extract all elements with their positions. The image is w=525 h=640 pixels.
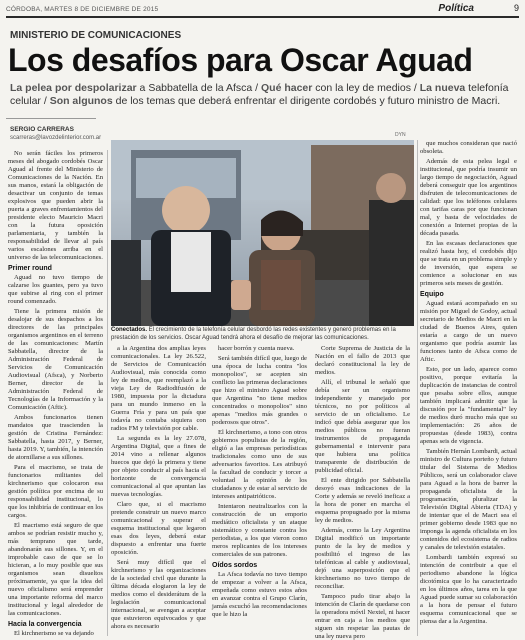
article-column-3	[212, 345, 307, 621]
paragraph: Para el macrismo, se trata de funcionarios militantes del kirchnerismo que colocaron esa gestión política por encima de su responsabilidad institucional, lo que los inhibiría de continuar en los cargos.	[8, 464, 103, 519]
paragraph: Tiene la primera misión de desalojar de sus despachos a los directores de las principales organismos argentinos en el terreno de las comunicaciones: Martín Sabbatella, director de la Administración Federal de Servicios de Comunicación Audiovisual (Afsca), y Norberto Berner, director de la Administración Federal de Tecnologías de la Información y la Comunicación (Aftic).	[8, 308, 103, 411]
deck-run: con la ley de medios /	[312, 82, 420, 94]
page-header	[6, 3, 519, 15]
photo-credit: DYN	[395, 132, 406, 138]
paragraph: Aguad estará acompañado en su misión por Miguel de Godoy, actual secretario de Medios de Macri en la ciudad de Buenos Aires, quien estaría a cargo de un nuevo organismo que podría asumir las funciones tanto de Afsca como de Aftic.	[420, 300, 517, 363]
deck-run: La pelea por despolarizar	[10, 82, 137, 94]
article-deck	[10, 82, 515, 108]
paragraph: Esto, por un lado, aparece como positivo, porque evitaría la duplicación de instancias de control que pesaba sobre ellos, aunque también implicará admitir que la discusión por la "fundamental" ley de medios duró mucho más que su implementación: 26 años de propuestas (desde 1983), contra apenas seis de vigencia.	[420, 366, 517, 445]
paragraph: a la Argentina dos amplias leyes comunicacionales. La ley 26.522, de Servicios de Comunicación Audiovisual, más conocida como ley de medios, que reemplazó a la vieja Ley de Radiodifusión de 1980, impuesta por la dictadura para un mundo inmerso en la Guerra Fría y para un país que todavía no contaba siquiera con radios FM y televisión por cable.	[111, 345, 206, 432]
article-column-5	[420, 140, 517, 628]
paragraph: Será muy difícil que el kirchnerismo y las organizaciones de la sociedad civil que durante la última década elogiaron la ley de medios como el desiderátum de la legislación comunicacional internacional, se avengan a aceptar que estuvieron equivocados y que ahora es necesario	[111, 559, 206, 630]
deck-run: telefonía celular /	[10, 82, 509, 107]
paragraph: Además, como la Ley Argentina Digital modificó un importante punto de la ley de medios y posibilitó el ingreso de las telefónicas al cable y audiovisual, dejó una superposición que el kirchnerismo no tuvo tiempo de reconciliar.	[315, 527, 410, 590]
paragraph: Allí, el tribunal le señaló que debía ser un organismo independiente y manejado por técnicos, no por políticos al servicio de un oficialismo. Le indicó que debía asegurar que los medios públicos no fueran instrumentos de propaganda gubernamental e intervenir para que hubiera una política transparente de distribución de publicidad oficial.	[315, 379, 410, 474]
paragraph: El kirchnerismo, a tono con otros gobiernos populistas de la región, eligió a las empresas periodísticas tradicionales como uno de sus adversarios favoritos. Les atribuyó la facultad de conducir y torcer a voluntad la opinión de los ciudadanos y de estar al servicio de intereses antipatrióticos.	[212, 429, 307, 500]
subheading: Primer round	[8, 265, 52, 272]
deck-run: de los temas que deberá enfrentar el dirigente cordobés y futuro ministro de Macri.	[112, 95, 501, 107]
paragraph: que muchos consideran que nació obsoleta.	[420, 140, 517, 155]
article-column-1	[8, 150, 103, 640]
paragraph: No serán fáciles los primeros meses del abogado cordobés Oscar Aguad al frente del Ministerio de Comunicaciones de la Nación. En sus manos, estará la obligación de desactivar un conjunto de temas explosivos que pueden abrir la puerta a graves enfrentamientos del presidente electo Mauricio Macri con la futura oposición parlamentaria, y también la responsabilidad de llevar al país varios escalones arriba en el universo de las telecomunicaciones.	[8, 150, 103, 261]
paragraph: El ente dirigido por Sabbatella desoyó esas indicaciones de la Corte y además se reveló ineficaz a la hora de poner en marcha el esquema propugnado por la misma ley de medios.	[315, 477, 410, 524]
paragraph: Intentaron neutralizarlos con la construcción de un emporio mediático oficialista y un ataque sistemático y constante contra los periodistas, a los que vieron como meros replicantes de los intereses comerciales de sus patrones.	[212, 503, 307, 558]
paragraph: El macrismo está seguro de que ambos se podrían resistir mucho y, más temprano que tarde, abandonarán sus sillones. Y, en el improbable caso de que se lo hicieran, a lo muy posible que sus organismos sean disueltos próximamente, ya que la idea del nuevo oficialismo será emprender una importante reforma del marco institucional y legal alrededor de las comunicaciones.	[8, 522, 103, 617]
paragraph: Será también difícil que, luego de una época de lucha contra "los monopolios", se acepten sin conflicto las primeras declaraciones que hizo el ministro Aguad sobre que Argentina "no tiene medios concentrados o monopolios" sino apenas "medios más grandes o poderosos que otros".	[212, 355, 307, 426]
street-scene-photo	[111, 140, 414, 326]
article-headline: Los desafíos para Oscar Aguad	[8, 42, 473, 78]
article-kicker: MINISTERIO DE COMUNICACIONES	[10, 30, 182, 41]
paragraph: Lombardi también expresó su intención de contribuir a que el periodismo abandone la lógica dicotómica que lo ha caracterizado en los últimos años, tarea en la que Aguad puede sumar su colaboración a la hora de pensar el futuro esquema comunicacional que se piensa dar a la Argentina.	[420, 554, 517, 625]
subheading: Hacia la convergencia	[8, 621, 82, 628]
paragraph: Aguad no tuvo tiempo de calzarse los guantes, pero ya tuvo que subirse al ring con el primer round comenzado.	[8, 274, 103, 305]
author-email[interactable]: scarreras@lavozdelinterior.com.ar	[10, 135, 102, 141]
paragraph: La Afsca todavía no tuvo tiempo de empezar a volver a la Afsca, empeñada como estuvo estos años en avanzar contra el Grupo Clarín, jamás escuchó las recomendaciones que le hizo la	[212, 571, 307, 618]
subheading: Equipo	[420, 291, 444, 298]
deck-run: Qué hacer	[260, 82, 313, 94]
column-divider	[417, 140, 418, 636]
caption-lead: Conectados.	[111, 327, 148, 333]
article-column-4	[315, 345, 410, 640]
paragraph: También Hernán Lombardi, actual ministro de Cultura porteño y futuro titular del Sistema de Medios Públicos, será un colaborador clave para Aguad a la hora de barrer la propaganda oficialista de la programación, pluralizar la Televisión Digital Abierta (TDA) y de intentar que el de Macri sea el primer gobierno desde 1983 que no imponga la agenda oficialista en los contenidos del ecosistema de radios y canales de televisión estatales.	[420, 448, 517, 551]
paragraph: El kirchnerismo se va dejando	[14, 630, 94, 637]
paragraph: En las escasas declaraciones que realizó hasta hoy, el cordobés dijo que se trata en un problema simple y de inversión, que espera se comience a solucionar en sus primeros seis meses de gestión.	[420, 240, 517, 287]
header-rule	[6, 16, 519, 18]
column-divider	[107, 150, 108, 636]
paragraph: Tampoco pudo tirar abajo la intención de Clarín de quedarse con la operadora móvil Nextel, ni hacer entrar en caja a los medios que siguen sin respetar las pautas de una ley nueva pero	[315, 593, 410, 640]
byline-divider	[6, 118, 96, 119]
deck-run: Son algunos	[49, 95, 113, 107]
paragraph: Claro que, si el macrismo pretende construir un nuevo marco comunicacional y superar el esquema institucional que legaron esas dos leyes, deberá estar dispuesto a enfrentar una fuerte oposición.	[111, 501, 206, 556]
page-number: 9	[513, 3, 519, 13]
paragraph: hacer borrón y cuenta nueva.	[218, 345, 295, 352]
paragraph: La segunda es la ley 27.078, Argentina Digital, que a fines de 2014 vino a rellenar algunos huecos que dejó la primera y tiene por objeto conducir al país hacia el horizonte de convergencia comunicacional al que apuntan las nuevas tecnologías.	[111, 435, 206, 498]
deck-run: a Sabbatella de la Afsca /	[136, 82, 261, 94]
caption-text: El crecimiento de la telefonía celular desbordó las redes existentes y generó problemas en la prestación de los servicios. Oscar Aguad tendrá ahora el desafío de mejorar las comunicaciones.	[111, 327, 396, 341]
section-name: Política	[438, 3, 474, 14]
author-name: SERGIO CARRERAS	[10, 126, 74, 133]
deck-run: La nueva	[419, 82, 466, 94]
paragraph: Además de esta pelea legal e institucional, que podría insumir un largo tiempo de negociación, Aguad deberá conseguir que los argentinos disfruten de telecomunicaciones de calidad: que los teléfonos celulares con tarifas caras por que funcionan mal, y basta de velocidades de conexión a Internet propias de la década pasada.	[420, 158, 517, 237]
subheading: Oídos sordos	[212, 562, 258, 569]
paragraph: Ambos funcionarios tienen mandatos que trascienden la gestión de Cristina Fernández: Sabbatella, hasta 2017, y Berner, hasta 2019. Y, también, la intención de atornillarse a sus sillones.	[8, 414, 103, 461]
photo-caption	[111, 327, 414, 342]
article-column-2	[111, 345, 206, 633]
issue-date: CÓRDOBA, MARTES 8 DE DICIEMBRE DE 2015	[6, 5, 159, 13]
article-photo	[111, 140, 414, 326]
paragraph: Corte Suprema de Justicia de la Nación en el fallo de 2013 que declaró constitucional la ley de medios.	[315, 345, 410, 376]
